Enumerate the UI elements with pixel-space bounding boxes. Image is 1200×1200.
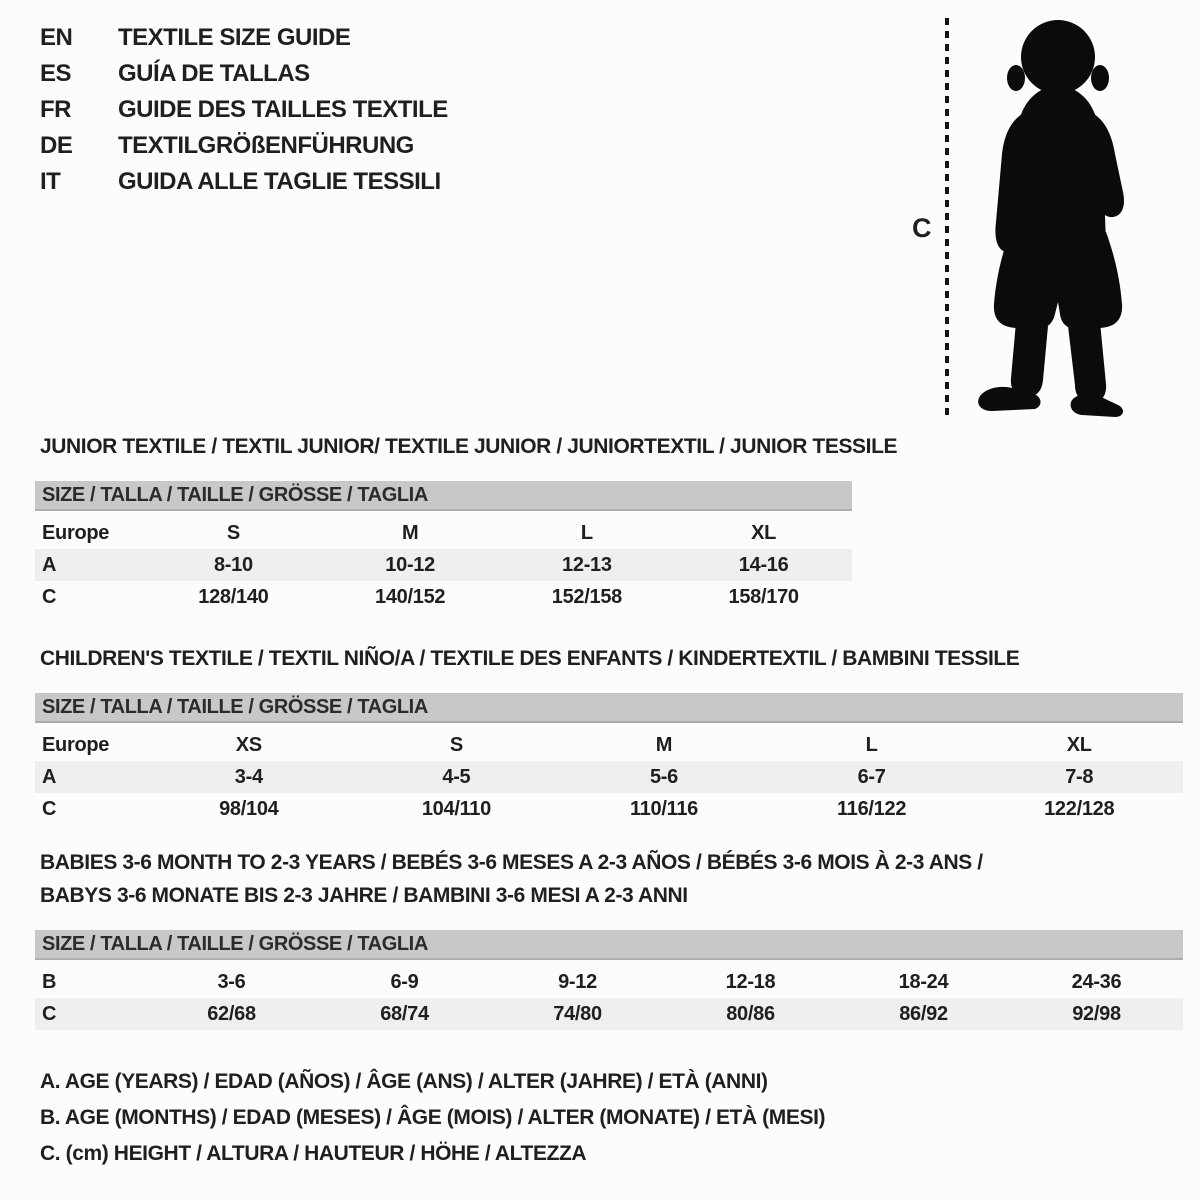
cell-value: 6-9 xyxy=(390,970,419,993)
legend-line-b: B. AGE (MONTHS) / EDAD (MESES) / ÂGE (MOIS) / ALTER (MONATE) / ETÀ (MESI) xyxy=(40,1106,826,1129)
size-header-bar: SIZE / TALLA / TAILLE / GRÖSSE / TAGLIA xyxy=(35,481,852,511)
section-title xyxy=(35,430,898,463)
cell-value: 12-13 xyxy=(562,553,612,576)
language-row-it xyxy=(40,164,448,200)
language-code: IT xyxy=(40,168,61,195)
language-code: EN xyxy=(40,24,73,51)
cell-value: 98/104 xyxy=(219,797,279,820)
guide-title-de: TEXTILGRÖßENFÜHRUNG xyxy=(118,132,414,159)
cell-value: L xyxy=(580,521,593,544)
cell-value: M xyxy=(401,521,419,544)
measurement-legend xyxy=(40,1064,825,1172)
height-measure-dashed-line xyxy=(944,16,950,418)
cell-value: 24-36 xyxy=(1071,970,1122,993)
row-label: Europe xyxy=(42,521,110,544)
section-title-line: CHILDREN'S TEXTILE / TEXTIL NIÑO/A / TEXTILE DES ENFANTS / KINDERTEXTIL / BAMBINI TESSILE xyxy=(40,647,1020,670)
cell-value: 62/68 xyxy=(207,1002,256,1025)
language-code: ES xyxy=(40,60,72,87)
cell-value: 3-6 xyxy=(217,970,246,993)
cell-value: 3-4 xyxy=(234,765,263,788)
cell-value: 140/152 xyxy=(375,585,446,608)
cell-value: S xyxy=(226,521,240,544)
cell-value: 74/80 xyxy=(553,1002,602,1025)
legend-line-a: A. AGE (YEARS) / EDAD (AÑOS) / ÂGE (ANS) / ALTER (JAHRE) / ETÀ (ANNI) xyxy=(40,1070,768,1093)
cell-value: 110/116 xyxy=(629,797,698,820)
row-label: C xyxy=(42,797,57,820)
row-label: A xyxy=(42,765,57,788)
section-title-line: BABYS 3-6 MONATE BIS 2-3 JAHRE / BAMBINI 3-6 MESI A 2-3 ANNI xyxy=(40,884,688,907)
cell-value: 12-18 xyxy=(725,970,776,993)
table-row xyxy=(35,966,1183,998)
height-measure-label: C xyxy=(912,213,932,243)
guide-title-fr: GUIDE DES TAILLES TEXTILE xyxy=(118,96,448,123)
language-title-list xyxy=(40,20,448,200)
language-row-en xyxy=(40,20,448,56)
table-row xyxy=(35,549,852,581)
cell-value: 92/98 xyxy=(1072,1002,1121,1025)
row-label: C xyxy=(42,585,57,608)
cell-value: 7-8 xyxy=(1065,765,1094,788)
section-title xyxy=(35,642,1183,675)
cell-value: L xyxy=(865,733,878,756)
guide-title-en: TEXTILE SIZE GUIDE xyxy=(118,24,351,51)
language-code: FR xyxy=(40,96,71,123)
legend-line-c: C. (cm) HEIGHT / ALTURA / HAUTEUR / HÖHE / ALTEZZA xyxy=(40,1142,587,1165)
cell-value: 122/128 xyxy=(1044,797,1115,820)
language-row-de xyxy=(40,128,448,164)
cell-value: 4-5 xyxy=(442,765,471,788)
toddler-silhouette-icon xyxy=(960,14,1142,424)
row-label: C xyxy=(42,1002,57,1025)
cell-value: 9-12 xyxy=(558,970,597,993)
size-header-bar: SIZE / TALLA / TAILLE / GRÖSSE / TAGLIA xyxy=(35,930,1183,960)
cell-value: XS xyxy=(235,733,262,756)
cell-value: 104/110 xyxy=(421,797,491,820)
cell-value: 86/92 xyxy=(899,1002,948,1025)
section-title xyxy=(35,846,1183,912)
cell-value: 18-24 xyxy=(898,970,949,993)
row-label: A xyxy=(42,553,57,576)
size-header-bar: SIZE / TALLA / TAILLE / GRÖSSE / TAGLIA xyxy=(35,693,1183,723)
table-row xyxy=(35,517,852,549)
cell-value: 6-7 xyxy=(857,765,886,788)
cell-value: 5-6 xyxy=(649,765,678,788)
table-row xyxy=(35,729,1183,761)
row-label: B xyxy=(42,970,57,993)
section-title-line: BABIES 3-6 MONTH TO 2-3 YEARS / BEBÉS 3-6 MESES A 2-3 AÑOS / BÉBÉS 3-6 MOIS À 2-3 ANS / xyxy=(40,851,983,874)
cell-value: 128/140 xyxy=(198,585,269,608)
size-table-section-children xyxy=(35,642,1183,825)
cell-value: 14-16 xyxy=(738,553,789,576)
guide-title-it: GUIDA ALLE TAGLIE TESSILI xyxy=(118,168,441,195)
cell-value: XL xyxy=(1066,733,1092,756)
section-title-line: JUNIOR TEXTILE / TEXTIL JUNIOR/ TEXTILE JUNIOR / JUNIORTEXTIL / JUNIOR TESSILE xyxy=(40,435,898,458)
language-row-es xyxy=(40,56,448,92)
cell-value: S xyxy=(449,733,463,756)
cell-value: 158/170 xyxy=(728,585,799,608)
size-table-section-babies xyxy=(35,846,1183,1030)
language-code: DE xyxy=(40,132,73,159)
table-row xyxy=(35,998,1183,1030)
cell-value: 80/86 xyxy=(726,1002,775,1025)
table-row xyxy=(35,793,1183,825)
cell-value: 152/158 xyxy=(551,585,622,608)
row-label: Europe xyxy=(42,733,110,756)
guide-title-es: GUÍA DE TALLAS xyxy=(118,60,310,87)
table-row xyxy=(35,761,1183,793)
language-row-fr xyxy=(40,92,448,128)
cell-value: 116/122 xyxy=(837,797,907,820)
cell-value: 10-12 xyxy=(385,553,435,576)
cell-value: 8-10 xyxy=(213,553,253,576)
size-table-section-junior xyxy=(35,430,898,613)
cell-value: M xyxy=(655,733,673,756)
cell-value: XL xyxy=(751,521,777,544)
table-row xyxy=(35,581,852,613)
cell-value: 68/74 xyxy=(380,1002,429,1025)
